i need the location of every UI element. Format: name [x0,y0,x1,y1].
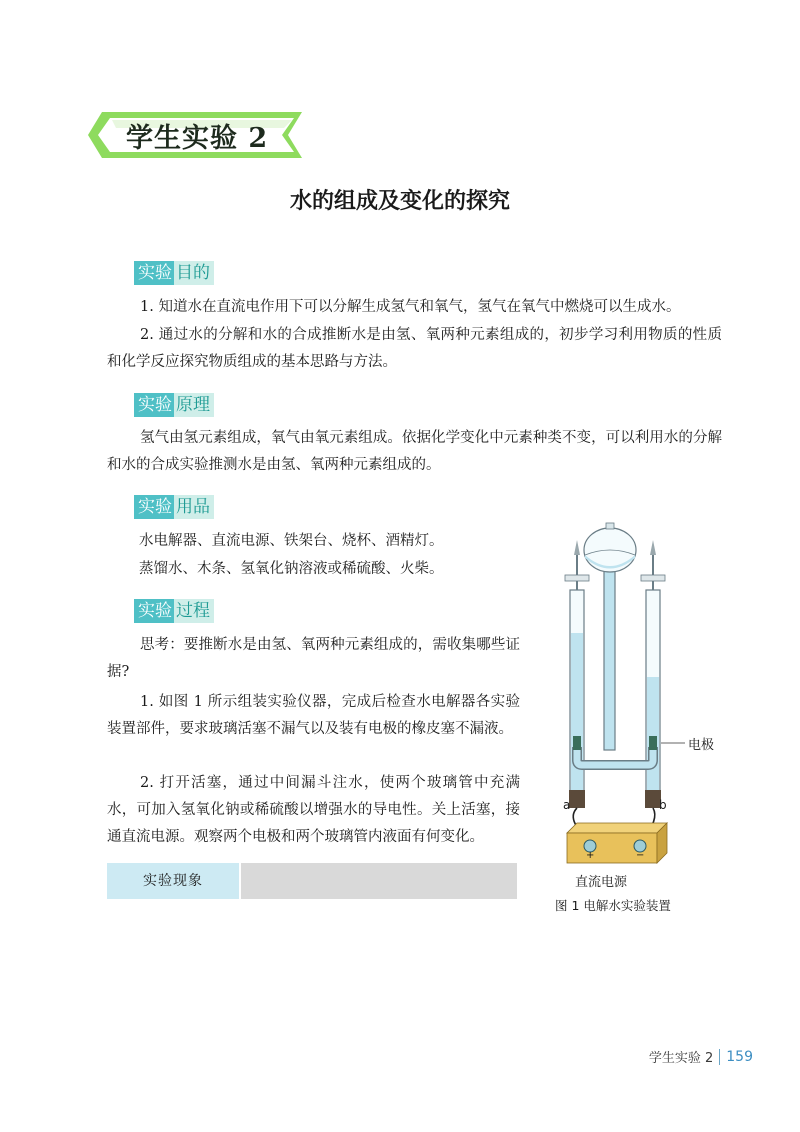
purpose-paragraph-1: 1. 知道水在直流电作用下可以分解生成氢气和氧气，氢气在氧气中燃烧可以生成水。 [140,299,681,315]
power-supply-label: 直流电源 [575,875,628,890]
section-prefix: 实验 [134,393,174,417]
observation-value-cell[interactable] [241,863,517,899]
think-paragraph [107,632,520,686]
footer-divider [719,1049,720,1065]
observation-label-cell: 实验现象 [107,863,241,899]
purpose-paragraph-2: 2. 通过水的分解和水的合成推断水是由氢、氧两种元素组成的，初步学习利用物质的性质和化学反应探究物质组成的基本思路与方法。 [107,327,722,370]
section-heading-process [134,599,214,623]
page-footer [649,1047,753,1066]
section-heading-purpose [134,261,214,285]
page-title: 水的组成及变化的探究 [289,188,510,214]
observation-table-row [107,863,517,899]
electrolysis-apparatus-illustration [545,515,745,915]
section-prefix: 实验 [134,495,174,519]
footer-section-name: 学生实验 2 [648,1051,714,1066]
negative-sign: − [636,850,645,861]
page-number: 159 [726,1048,753,1065]
section-heading-materials [134,495,214,519]
electrolysis-figure [545,515,745,915]
section-prefix: 实验 [134,261,174,285]
think-label: 思考： [140,637,184,653]
materials-line-1: 水电解器、直流电源、铁架台、烧杯、酒精灯。 [139,533,444,549]
section-suffix: 过程 [174,599,214,623]
positive-sign: + [586,850,595,861]
section-suffix: 目的 [174,261,214,285]
terminal-b-label: b [659,798,667,812]
experiment-banner [88,106,310,164]
section-suffix: 原理 [174,393,214,417]
banner-title: 学生实验 2 [126,123,269,154]
process-step-1: 1. 如图 1 所示组装实验仪器，完成后检查水电解器各实验装置部件，要求玻璃活塞不漏气以及装有电极的橡皮塞不漏液。 [107,694,520,737]
terminal-a-label: a [563,798,571,812]
section-suffix: 用品 [174,495,214,519]
process-step-2: 2. 打开活塞，通过中间漏斗注水，使两个玻璃管中充满水，可加入氢氧化钠或稀硫酸以增强水的导电性。关上活塞，接通直流电源。观察两个电极和两个玻璃管内液面有何变化。 [107,775,520,845]
think-text: 要推断水是由氢、氧两种元素组成的，需收集哪些证据? [107,637,521,680]
principle-paragraph: 氢气由氢元素组成，氧气由氧元素组成。依据化学变化中元素种类不变，可以利用水的分解和水的合成实验推测水是由氢、氧两种元素组成的。 [107,430,722,473]
section-prefix: 实验 [134,599,174,623]
electrode-label: 电极 [688,738,715,753]
section-heading-principle [134,393,214,417]
materials-line-2: 蒸馏水、木条、氢氧化钠溶液或稀硫酸、火柴。 [139,561,444,577]
figure-caption: 图 1 电解水实验装置 [555,898,671,913]
